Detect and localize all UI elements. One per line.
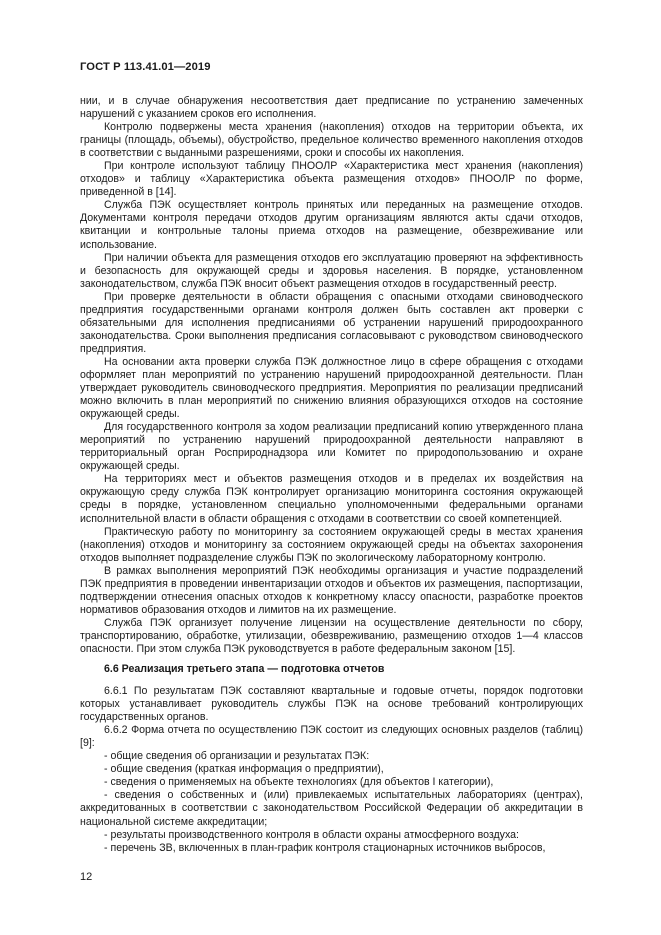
paragraph: При наличии объекта для размещения отходов его эксплуатацию проверяют на эффективность и безопасность для окружающей среды и здоровья населения. В порядке, установленном законодательством, служба ПЭК вносит объект размещения отходов в государственный реестр.: [80, 251, 583, 290]
paragraph: 6.6.2 Форма отчета по осуществлению ПЭК состоит из следующих основных разделов (таблиц) [9]:: [80, 724, 583, 750]
paragraph: Контролю подвержены места хранения (накопления) отходов на территории объекта, их границы (площадь, объемы), обустройство, предельное количество временного накопления отходов в соответствии с выданными разрешениями, сроки и способы их накопления.: [80, 121, 583, 160]
paragraph: Для государственного контроля за ходом реализации предписаний копию утвержденного плана мероприятий по устранению нарушений природоохранной деятельности направляют в территориальный орган Росприроднадзора или Комитет по природопользованию и охране окружающей среды.: [80, 421, 583, 473]
list-item: - общие сведения об организации и результатах ПЭК:: [104, 750, 370, 763]
paragraph: Практическую работу по мониторингу за состоянием окружающей среды в местах хранения (накопления) отходов и мониторингу за состоянием окружающей среды на объектах захоронения отходов выполняет подразделение службы ПЭК по экологическому лабораторному контролю.: [80, 525, 583, 564]
page-number: 12: [80, 871, 93, 883]
list-item: - сведения о собственных и (или) привлекаемых испытательных лабораториях (центрах), аккредитованных в соответствии с законодательством Российской Федерации об аккредитации в национальной системе аккредитации;: [80, 789, 583, 828]
list-item: - общие сведения (краткая информация о предприятии),: [104, 763, 384, 776]
document-body: [80, 95, 583, 855]
document-header: ГОСТ Р 113.41.01—2019: [80, 61, 211, 73]
paragraph: При проверке деятельности в области обращения с опасными отходами свиноводческого предприятия государственными органами контроля должен быть составлен акт проверки с обязательными для исполнения предписаниями об устранении нарушений природоохранного законодательства. Сроки выполнения предписания согласовывают с руководством свиноводческого предприятия.: [80, 290, 583, 355]
paragraph: 6.6.1 По результатам ПЭК составляют квартальные и годовые отчеты, порядок подготовки которых устанавливает руководитель службы ПЭК на основе требований контролирующих государственных органов.: [80, 685, 583, 724]
paragraph: Служба ПЭК организует получение лицензии на осуществление деятельности по сбору, транспортированию, обработке, утилизации, обезвреживанию, размещению отходов 1—4 классов опасности. При этом служба ПЭК руководствуется в работе федеральным законом [15].: [80, 616, 583, 655]
paragraph: нии, и в случае обнаружения несоответствия дает предписание по устранению замеченных нарушений с указанием сроков его исполнения.: [80, 95, 583, 121]
paragraph: В рамках выполнения мероприятий ПЭК необходимы организация и участие подразделений ПЭК предприятия в проведении инвентаризации отходов и объектов их размещения, паспортизации, подтверждении отнесения опасных отходов к конкретному классу опасности, разработке проектов нормативов образования отходов и лимитов на их размещение.: [80, 564, 583, 616]
paragraph: На основании акта проверки служба ПЭК должностное лицо в сфере обращения с отходами оформляет план мероприятий по устранению нарушений природоохранной деятельности. План утверждает руководитель свиноводческого предприятия. Мероприятия по реализации предписаний можно включить в план мероприятий по снижению влияния образующихся отходов на состояние окружающей среды.: [80, 355, 583, 421]
paragraph: При контроле используют таблицу ПНООЛР «Характеристика мест хранения (накопления) отходов» и таблицу «Характеристика объекта размещения отходов» ПНООЛР по форме, приведенной в [14].: [80, 160, 583, 199]
list-item: - результаты производственного контроля в области охраны атмосферного воздуха:: [104, 828, 519, 841]
paragraph: На территориях мест и объектов размещения отходов и в пределах их воздействия на окружающую среду служба ПЭК контролирует организацию мониторинга состояния окружающей среды в порядке, установленном специально уполномоченными федеральными органами исполнительной власти в области обращения с отходами в соответствии со своей компетенцией.: [80, 473, 583, 525]
list-item: - перечень ЗВ, включенных в план-график контроля стационарных источников выбросов,: [104, 841, 546, 854]
paragraph: Служба ПЭК осуществляет контроль принятых или переданных на размещение отходов. Документами контроля передачи отходов другим организациям являются акты сдачи отходов, квитанции и контрольные талоны приема отходов на размещение, обезвреживание или использование.: [80, 199, 583, 251]
list-item: - сведения о применяемых на объекте технологиях (для объектов I категории),: [104, 776, 494, 789]
section-heading: 6.6 Реализация третьего этапа — подготовка отчетов: [104, 663, 385, 676]
